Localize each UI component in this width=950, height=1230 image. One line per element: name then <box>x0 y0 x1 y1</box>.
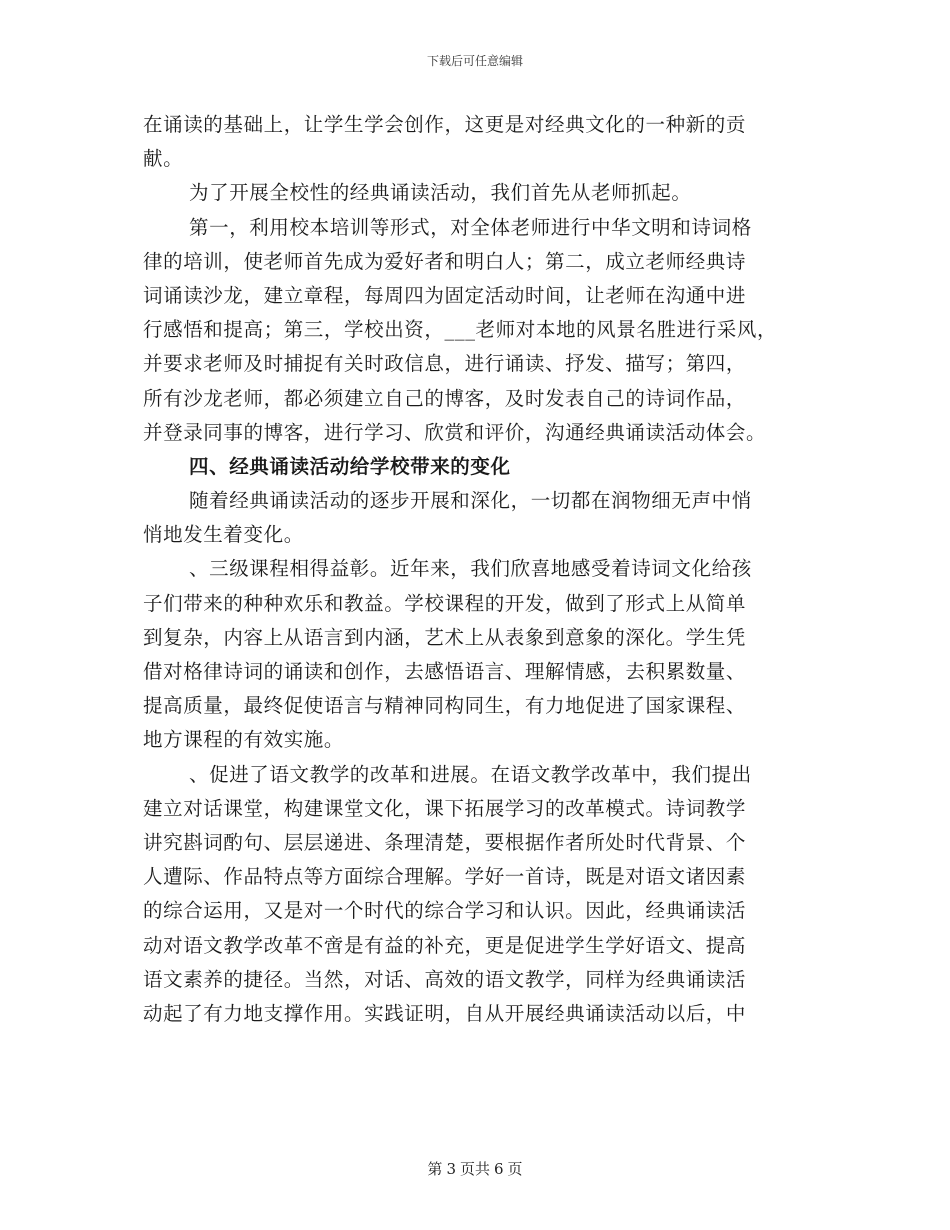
text-line: 子们带来的种种欢乐和教益。学校课程的开发，做到了形式上从简单 <box>143 591 747 615</box>
text-line: 提高质量，最终促使语言与精神同构同生，有力地促进了国家课程、 <box>143 694 747 718</box>
text-line: 行感悟和提高；第三，学校出资，___老师对本地的风景名胜进行采风， <box>143 318 778 342</box>
text-line: 并登录同事的博客，进行学习、欣赏和评价，沟通经典诵读活动体会。 <box>143 420 767 444</box>
text-line: 讲究斟词酌句、层层递进、条理清楚，要根据作者所处时代背景、个 <box>143 830 747 854</box>
footer-prefix: 第 <box>427 1160 443 1178</box>
text-line: 地方课程的有效实施。 <box>143 728 345 752</box>
text-line: 在诵读的基础上，让学生学会创作，这更是对经典文化的一种新的贡 <box>143 113 747 136</box>
text-line: 语文素养的捷径。当然，对话、高效的语文教学，同样为经典诵读活 <box>143 967 747 991</box>
text-line: 随着经典诵读活动的逐步开展和深化，一切都在润物细无声中悄 <box>189 489 752 513</box>
text-line: 人遭际、作品特点等方面综合理解。学好一首诗，既是对语文诸因素 <box>143 865 747 889</box>
text-line: 第一，利用校本培训等形式，对全体老师进行中华文明和诗词格 <box>189 215 752 239</box>
text-line: 动对语文教学改革不啻是有益的补充，更是促进学生学好语文、提高 <box>143 933 747 957</box>
footer-suffix: 页 <box>507 1160 523 1178</box>
text-line: 、三级课程相得益彰。近年来，我们欣喜地感受着诗词文化给孩 <box>189 557 752 581</box>
text-line: 到复杂，内容上从语言到内涵，艺术上从表象到意象的深化。学生凭 <box>143 625 747 649</box>
footer-page-number: 3 <box>446 1160 456 1178</box>
section-heading: 四、经典诵读活动给学校带来的变化 <box>189 454 511 478</box>
document-body <box>143 108 808 1031</box>
text-line: 借对格律诗词的诵读和创作，去感悟语言、理解情感，去积累数量、 <box>143 660 747 683</box>
text-line: 所有沙龙老师，都必须建立自己的博客，及时发表自己的诗词作品， <box>143 386 747 410</box>
text-line: 为了开展全校性的经典诵读活动，我们首先从老师抓起。 <box>189 181 692 205</box>
page-footer <box>0 1158 950 1179</box>
text-line: 献。 <box>143 147 184 171</box>
page-header: 下载后可任意编辑 <box>426 54 523 68</box>
text-line: 悄地发生着变化。 <box>143 523 304 547</box>
footer-middle: 页共 <box>459 1160 490 1178</box>
text-line: 词诵读沙龙，建立章程，每周四为固定活动时间，让老师在沟通中进 <box>143 283 747 307</box>
text-line: 并要求老师及时捕捉有关时政信息，进行诵读、抒发、描写；第四， <box>143 352 747 376</box>
text-line: 建立对话课堂，构建课堂文化，课下拓展学习的改革模式。诗词教学 <box>143 796 747 820</box>
text-line: 动起了有力地支撑作用。实践证明，自从开展经典诵读活动以后，中 <box>143 1001 747 1025</box>
text-line: 、促进了语文教学的改革和进展。在语文教学改革中，我们提出 <box>189 762 752 786</box>
footer-total-pages: 6 <box>494 1160 504 1178</box>
text-line: 的综合运用，又是对一个时代的综合学习和认识。因此，经典诵读活 <box>143 899 747 923</box>
text-line: 律的培训，使老师首先成为爱好者和明白人；第二，成立老师经典诗 <box>143 249 747 273</box>
